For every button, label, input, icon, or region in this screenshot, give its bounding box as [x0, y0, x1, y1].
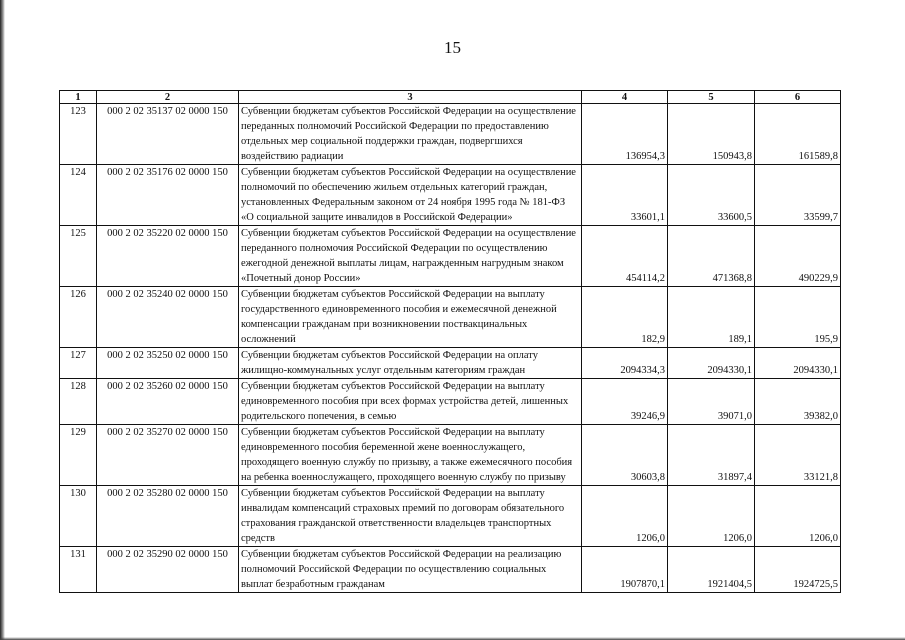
column-header: 6 — [755, 91, 841, 104]
amount-col6-cell: 2094330,1 — [755, 348, 841, 379]
table-row — [60, 226, 841, 287]
column-header: 5 — [668, 91, 755, 104]
table-row — [60, 348, 841, 379]
income-name-cell: Субвенции бюджетам субъектов Российской Федерации на оплату жилищно-коммунальных услуг отдельным категориям граждан — [239, 348, 582, 379]
classification-code-cell: 000 2 02 35176 02 0000 150 — [97, 165, 239, 226]
amount-col4-cell: 1206,0 — [582, 486, 668, 547]
amount-col4-cell: 454114,2 — [582, 226, 668, 287]
amount-col5-cell: 33600,5 — [668, 165, 755, 226]
amount-col4-cell: 182,9 — [582, 287, 668, 348]
income-name-cell: Субвенции бюджетам субъектов Российской Федерации на осуществление переданного полномочия Российской Федерации по осуществлению ежегодной денежной выплаты лицам, награжденным нагрудным знаком «Почетный донор России» — [239, 226, 582, 287]
row-number-cell: 123 — [60, 104, 97, 165]
amount-col4-cell: 2094334,3 — [582, 348, 668, 379]
row-number-cell: 129 — [60, 425, 97, 486]
column-header: 1 — [60, 91, 97, 104]
amount-col6-cell: 195,9 — [755, 287, 841, 348]
row-number-cell: 124 — [60, 165, 97, 226]
table-row — [60, 547, 841, 593]
table-row — [60, 165, 841, 226]
classification-code-cell: 000 2 02 35260 02 0000 150 — [97, 379, 239, 425]
table-row — [60, 379, 841, 425]
column-header: 4 — [582, 91, 668, 104]
classification-code-cell: 000 2 02 35137 02 0000 150 — [97, 104, 239, 165]
income-name-cell: Субвенции бюджетам субъектов Российской Федерации на выплату единовременного пособия при всех формах устройства детей, лишенных родительского попечения, в семью — [239, 379, 582, 425]
amount-col6-cell: 1206,0 — [755, 486, 841, 547]
amount-col6-cell: 161589,8 — [755, 104, 841, 165]
row-number-cell: 128 — [60, 379, 97, 425]
amount-col5-cell: 471368,8 — [668, 226, 755, 287]
classification-code-cell: 000 2 02 35290 02 0000 150 — [97, 547, 239, 593]
page-number: 15 — [444, 38, 461, 57]
row-number-cell: 131 — [60, 547, 97, 593]
table-row — [60, 104, 841, 165]
income-name-cell: Субвенции бюджетам субъектов Российской Федерации на выплату государственного единовременного пособия и ежемесячной денежной компенсации гражданам при возникновении поствакцинальных осложнений — [239, 287, 582, 348]
income-name-cell: Субвенции бюджетам субъектов Российской Федерации на осуществление переданных полномочий Российской Федерации по предоставлению отдельных мер социальной поддержки граждан, подвергшихся воздействию радиации — [239, 104, 582, 165]
amount-col4-cell: 33601,1 — [582, 165, 668, 226]
amount-col4-cell: 39246,9 — [582, 379, 668, 425]
amount-col5-cell: 2094330,1 — [668, 348, 755, 379]
classification-code-cell: 000 2 02 35270 02 0000 150 — [97, 425, 239, 486]
income-name-cell: Субвенции бюджетам субъектов Российской Федерации на осуществление полномочий по обеспечению жильем отдельных категорий граждан, установленных Федеральным законом от 24 ноября 1995 года № 181-ФЗ «О социальной защите инвалидов в Российской Федерации» — [239, 165, 582, 226]
table-body — [60, 104, 841, 593]
row-number-cell: 126 — [60, 287, 97, 348]
income-name-cell: Субвенции бюджетам субъектов Российской Федерации на реализацию полномочий Российской Федерации по осуществлению социальных выплат безработным гражданам — [239, 547, 582, 593]
amount-col5-cell: 31897,4 — [668, 425, 755, 486]
row-number-cell: 127 — [60, 348, 97, 379]
table-header-row — [60, 91, 841, 104]
income-name-cell: Субвенции бюджетам субъектов Российской Федерации на выплату единовременного пособия беременной жене военнослужащего, проходящего военную службу по призыву, а также ежемесячного пособия на ребенка военнослужащего, проходящего военную службу по призыву — [239, 425, 582, 486]
classification-code-cell: 000 2 02 35220 02 0000 150 — [97, 226, 239, 287]
amount-col6-cell: 33121,8 — [755, 425, 841, 486]
income-name-cell: Субвенции бюджетам субъектов Российской Федерации на выплату инвалидам компенсаций страховых премий по договорам обязательного страхования гражданской ответственности владельцев транспортных средств — [239, 486, 582, 547]
amount-col5-cell: 189,1 — [668, 287, 755, 348]
classification-code-cell: 000 2 02 35240 02 0000 150 — [97, 287, 239, 348]
amount-col4-cell: 136954,3 — [582, 104, 668, 165]
amount-col6-cell: 39382,0 — [755, 379, 841, 425]
classification-code-cell: 000 2 02 35250 02 0000 150 — [97, 348, 239, 379]
scan-edge-left — [0, 0, 5, 640]
classification-code-cell: 000 2 02 35280 02 0000 150 — [97, 486, 239, 547]
column-header: 3 — [239, 91, 582, 104]
row-number-cell: 125 — [60, 226, 97, 287]
budget-table — [59, 90, 841, 593]
row-number-cell: 130 — [60, 486, 97, 547]
table-row — [60, 425, 841, 486]
amount-col4-cell: 30603,8 — [582, 425, 668, 486]
amount-col5-cell: 1206,0 — [668, 486, 755, 547]
table-row — [60, 486, 841, 547]
column-header: 2 — [97, 91, 239, 104]
amount-col6-cell: 33599,7 — [755, 165, 841, 226]
amount-col5-cell: 39071,0 — [668, 379, 755, 425]
amount-col5-cell: 150943,8 — [668, 104, 755, 165]
amount-col6-cell: 490229,9 — [755, 226, 841, 287]
amount-col4-cell: 1907870,1 — [582, 547, 668, 593]
table-row — [60, 287, 841, 348]
amount-col6-cell: 1924725,5 — [755, 547, 841, 593]
amount-col5-cell: 1921404,5 — [668, 547, 755, 593]
